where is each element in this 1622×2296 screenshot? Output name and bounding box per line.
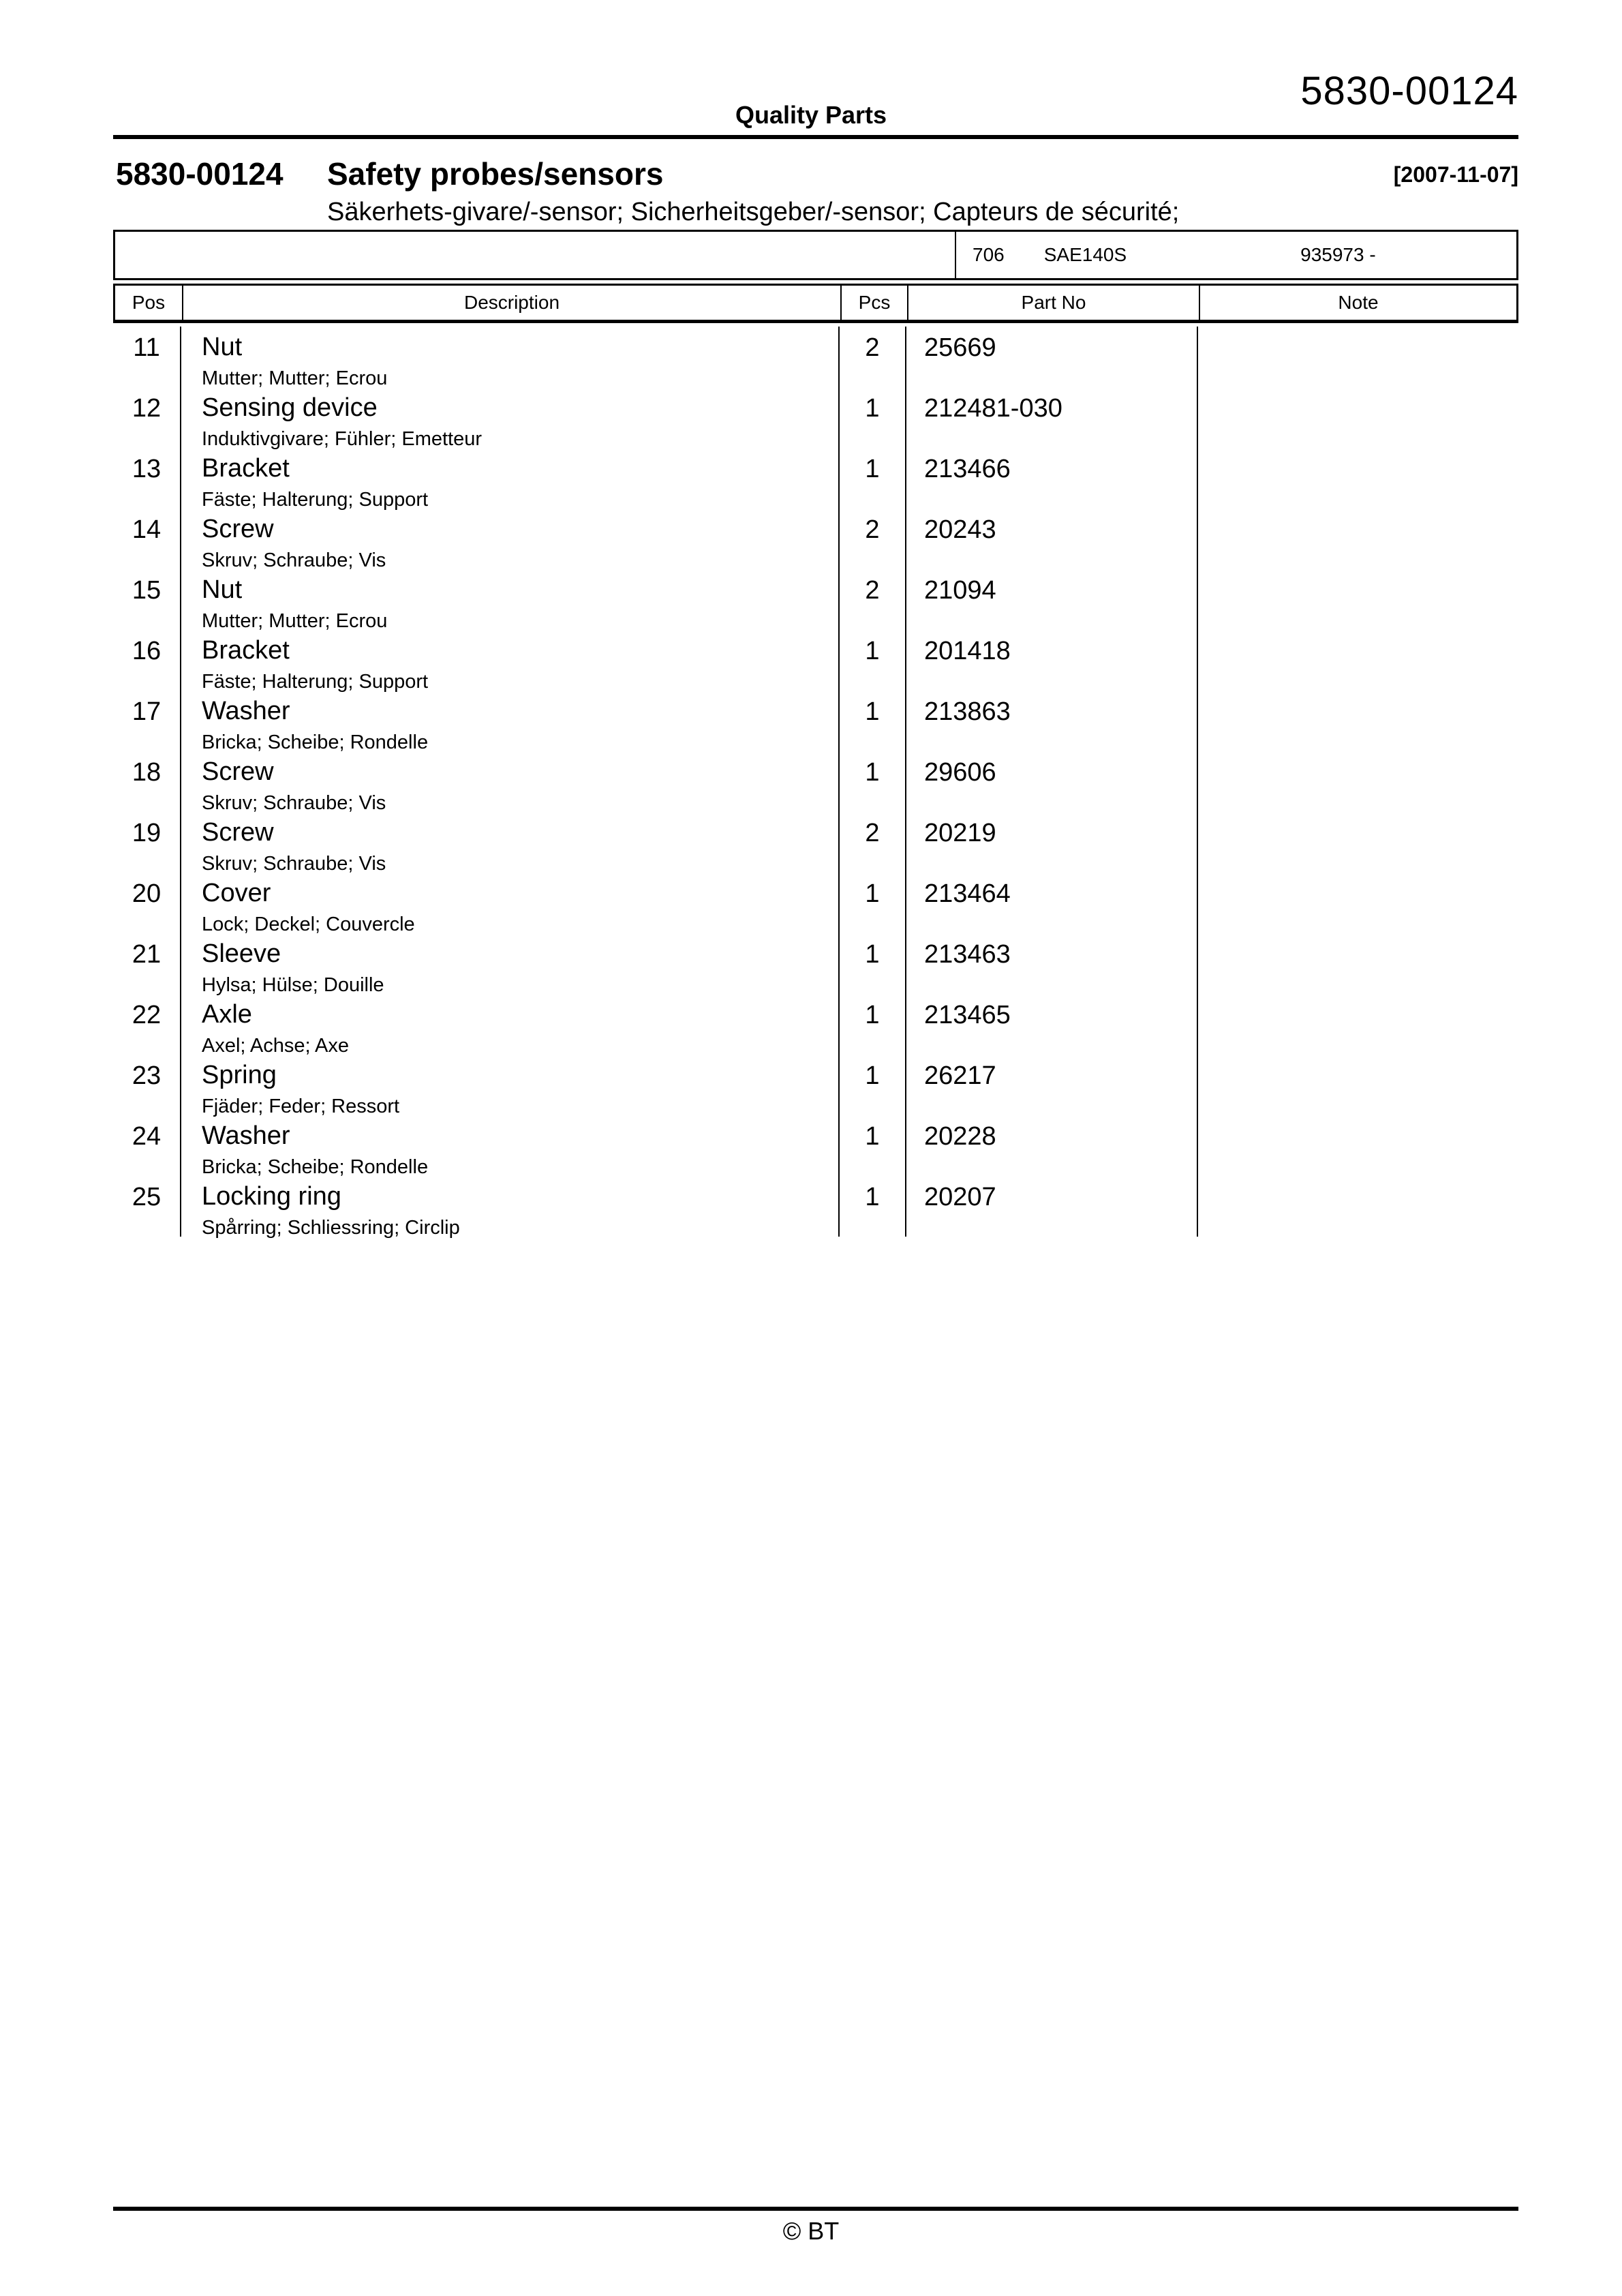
cell-part-no: 213466 bbox=[906, 448, 1198, 509]
cell-part-no: 21094 bbox=[906, 569, 1198, 630]
cell-note bbox=[1198, 448, 1518, 509]
cell-part-no: 25669 bbox=[906, 327, 1198, 387]
copyright-notice: © BT bbox=[782, 2217, 840, 2245]
cell-note bbox=[1198, 873, 1518, 933]
table-row bbox=[113, 933, 1518, 994]
column-header-pcs: Pcs bbox=[842, 286, 908, 320]
cell-pcs: 2 bbox=[840, 327, 906, 387]
cell-description bbox=[181, 691, 840, 751]
cell-pos: 15 bbox=[113, 569, 181, 630]
cell-note bbox=[1198, 691, 1518, 751]
cell-pcs: 1 bbox=[840, 691, 906, 751]
cell-pcs: 1 bbox=[840, 873, 906, 933]
serial-range: 935973 - bbox=[1300, 244, 1376, 265]
description-translations: Induktivgivare; Fühler; Emetteur bbox=[202, 428, 483, 450]
parts-group bbox=[113, 691, 1518, 873]
cell-pcs: 1 bbox=[840, 1115, 906, 1176]
table-row bbox=[113, 751, 1518, 812]
model-band-empty-cell bbox=[115, 232, 956, 278]
cell-description bbox=[181, 1115, 840, 1176]
table-row bbox=[113, 327, 1518, 387]
model-band-info bbox=[956, 232, 1516, 278]
parts-table bbox=[113, 230, 1518, 1237]
model-band bbox=[113, 230, 1518, 280]
table-row bbox=[113, 509, 1518, 569]
cell-note bbox=[1198, 387, 1518, 448]
description-main: Washer bbox=[202, 697, 290, 725]
table-row bbox=[113, 448, 1518, 509]
description-translations: Spårring; Schliessring; Circlip bbox=[202, 1217, 460, 1239]
cell-pos: 14 bbox=[113, 509, 181, 569]
cell-pos: 22 bbox=[113, 994, 181, 1055]
cell-pos: 19 bbox=[113, 812, 181, 873]
brand-title: Quality Parts bbox=[735, 101, 887, 129]
cell-description bbox=[181, 448, 840, 509]
cell-note bbox=[1198, 509, 1518, 569]
cell-description bbox=[181, 387, 840, 448]
cell-pcs: 1 bbox=[840, 1176, 906, 1237]
page-subtitle: Säkerhets-givare/-sensor; Sicherheitsgeber/-sensor; Capteurs de sécurité; bbox=[327, 198, 1180, 226]
description-translations: Bricka; Scheibe; Rondelle bbox=[202, 731, 429, 753]
cell-part-no: 212481-030 bbox=[906, 387, 1198, 448]
description-translations: Bricka; Scheibe; Rondelle bbox=[202, 1156, 429, 1178]
cell-note bbox=[1198, 1115, 1518, 1176]
cell-part-no: 201418 bbox=[906, 630, 1198, 691]
cell-note bbox=[1198, 994, 1518, 1055]
cell-pcs: 1 bbox=[840, 387, 906, 448]
description-translations: Fäste; Halterung; Support bbox=[202, 489, 429, 511]
description-main: Bracket bbox=[202, 636, 290, 665]
cell-pos: 11 bbox=[113, 327, 181, 387]
cell-part-no: 20207 bbox=[906, 1176, 1198, 1237]
column-header-pos: Pos bbox=[115, 286, 183, 320]
cell-note bbox=[1198, 751, 1518, 812]
cell-pcs: 1 bbox=[840, 933, 906, 994]
column-header-note: Note bbox=[1338, 292, 1379, 313]
description-translations: Skruv; Schraube; Vis bbox=[202, 853, 386, 875]
description-translations: Lock; Deckel; Couvercle bbox=[202, 913, 415, 935]
table-row bbox=[113, 812, 1518, 873]
description-translations: Fjäder; Feder; Ressort bbox=[202, 1096, 400, 1117]
description-main: Screw bbox=[202, 515, 274, 543]
description-main: Cover bbox=[202, 879, 271, 907]
footer-divider bbox=[113, 2207, 1518, 2211]
parts-group bbox=[113, 509, 1518, 691]
document-number-header: 5830-00124 bbox=[1300, 69, 1518, 113]
table-row bbox=[113, 387, 1518, 448]
description-translations: Skruv; Schraube; Vis bbox=[202, 792, 386, 814]
cell-description bbox=[181, 327, 840, 387]
cell-part-no: 213465 bbox=[906, 994, 1198, 1055]
description-main: Sensing device bbox=[202, 393, 378, 422]
cell-note bbox=[1198, 569, 1518, 630]
cell-part-no: 26217 bbox=[906, 1055, 1198, 1115]
cell-pcs: 1 bbox=[840, 751, 906, 812]
header-divider bbox=[113, 135, 1518, 139]
model-type-code: 706 bbox=[973, 244, 1005, 265]
cell-note bbox=[1198, 933, 1518, 994]
description-main: Screw bbox=[202, 757, 274, 786]
table-row bbox=[113, 630, 1518, 691]
cell-part-no: 213863 bbox=[906, 691, 1198, 751]
cell-pcs: 2 bbox=[840, 569, 906, 630]
table-column-headers bbox=[113, 284, 1518, 323]
description-main: Screw bbox=[202, 818, 274, 847]
cell-note bbox=[1198, 1176, 1518, 1237]
description-translations: Axel; Achse; Axe bbox=[202, 1035, 350, 1057]
cell-pcs: 1 bbox=[840, 448, 906, 509]
cell-part-no: 213463 bbox=[906, 933, 1198, 994]
description-main: Nut bbox=[202, 333, 243, 361]
description-main: Sleeve bbox=[202, 939, 281, 968]
cell-pos: 24 bbox=[113, 1115, 181, 1176]
cell-description bbox=[181, 1055, 840, 1115]
cell-pos: 18 bbox=[113, 751, 181, 812]
cell-pcs: 2 bbox=[840, 509, 906, 569]
description-translations: Mutter; Mutter; Ecrou bbox=[202, 367, 388, 389]
page-title: Safety probes/sensors bbox=[327, 156, 664, 192]
table-row bbox=[113, 873, 1518, 933]
cell-description bbox=[181, 994, 840, 1055]
cell-pcs: 1 bbox=[840, 1055, 906, 1115]
cell-description bbox=[181, 509, 840, 569]
cell-description bbox=[181, 1176, 840, 1237]
cell-pos: 23 bbox=[113, 1055, 181, 1115]
cell-pos: 16 bbox=[113, 630, 181, 691]
description-translations: Skruv; Schraube; Vis bbox=[202, 549, 386, 571]
cell-description bbox=[181, 569, 840, 630]
cell-part-no: 213464 bbox=[906, 873, 1198, 933]
description-main: Washer bbox=[202, 1121, 290, 1150]
cell-part-no: 20243 bbox=[906, 509, 1198, 569]
cell-description bbox=[181, 873, 840, 933]
description-main: Locking ring bbox=[202, 1182, 341, 1211]
table-body bbox=[113, 327, 1518, 1237]
description-main: Nut bbox=[202, 575, 243, 604]
cell-description bbox=[181, 933, 840, 994]
cell-pos: 13 bbox=[113, 448, 181, 509]
cell-pos: 25 bbox=[113, 1176, 181, 1237]
parts-group bbox=[113, 873, 1518, 1055]
cell-part-no: 29606 bbox=[906, 751, 1198, 812]
cell-description bbox=[181, 751, 840, 812]
model-name: SAE140S bbox=[1043, 244, 1127, 265]
cell-note bbox=[1198, 812, 1518, 873]
title-code: 5830-00124 bbox=[116, 156, 284, 192]
table-row bbox=[113, 1176, 1518, 1237]
table-row bbox=[113, 994, 1518, 1055]
cell-description bbox=[181, 630, 840, 691]
cell-note bbox=[1198, 1055, 1518, 1115]
description-translations: Mutter; Mutter; Ecrou bbox=[202, 610, 388, 632]
cell-part-no: 20228 bbox=[906, 1115, 1198, 1176]
cell-pos: 12 bbox=[113, 387, 181, 448]
column-header-part-no: Part No bbox=[908, 286, 1200, 320]
cell-part-no: 20219 bbox=[906, 812, 1198, 873]
table-row bbox=[113, 1115, 1518, 1176]
table-row bbox=[113, 691, 1518, 751]
column-header-description: Description bbox=[183, 286, 842, 320]
cell-pos: 21 bbox=[113, 933, 181, 994]
cell-note bbox=[1198, 327, 1518, 387]
parts-group bbox=[113, 1055, 1518, 1237]
description-main: Bracket bbox=[202, 454, 290, 483]
cell-description bbox=[181, 812, 840, 873]
description-translations: Fäste; Halterung; Support bbox=[202, 671, 429, 693]
cell-note bbox=[1198, 630, 1518, 691]
cell-pos: 17 bbox=[113, 691, 181, 751]
cell-pcs: 1 bbox=[840, 630, 906, 691]
cell-pcs: 2 bbox=[840, 812, 906, 873]
cell-pcs: 1 bbox=[840, 994, 906, 1055]
description-main: Axle bbox=[202, 1000, 252, 1029]
description-main: Spring bbox=[202, 1061, 277, 1089]
table-row bbox=[113, 569, 1518, 630]
table-row bbox=[113, 1055, 1518, 1115]
cell-pos: 20 bbox=[113, 873, 181, 933]
description-translations: Hylsa; Hülse; Douille bbox=[202, 974, 384, 996]
revision-date: [2007-11-07] bbox=[1393, 162, 1518, 187]
parts-group bbox=[113, 327, 1518, 509]
